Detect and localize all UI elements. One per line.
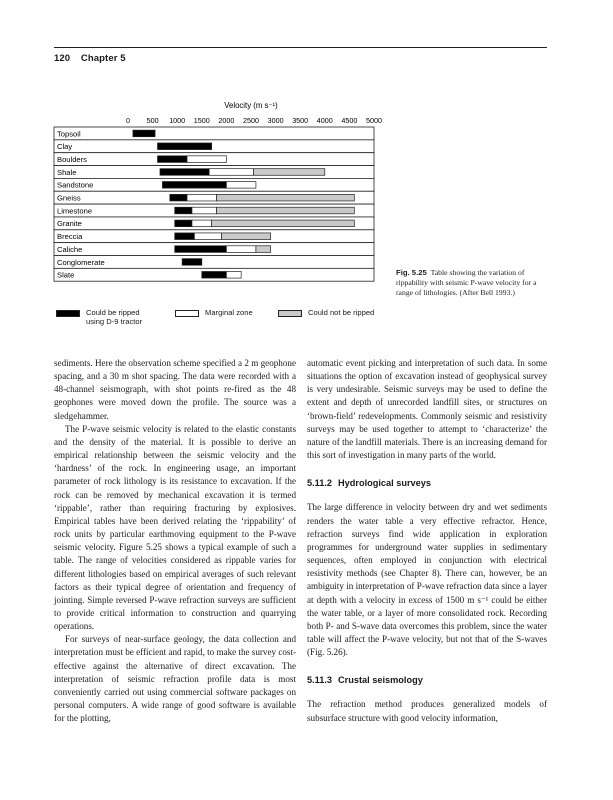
bar-segment-not: [217, 207, 355, 214]
bar-segment-marginal: [226, 182, 256, 189]
lithology-label: Limestone: [57, 206, 93, 216]
chart-row: [54, 191, 374, 204]
lithology-label: Sandstone: [57, 180, 94, 190]
row-cell: [54, 127, 374, 140]
chart-axis-title: Velocity (m s⁻¹): [224, 101, 278, 110]
legend-swatch-not: [278, 310, 302, 317]
bar-segment-ripped: [182, 259, 202, 266]
row-cell: [54, 140, 374, 153]
legend-label-ripped: Could be ripped using D-9 tractor: [86, 308, 143, 326]
tick-labels: [126, 116, 382, 125]
left-column: [54, 357, 296, 725]
paragraph: For surveys of near-surface geology, the data collection and interpretation must be efficient and rapid, to make the survey cost-effective against the alternative of direct excavation. The interpretation of seismic refraction profile data is most conveniently carried out using commercial software packages on personal computers. A wide range of good software is available for the plotting,: [54, 634, 297, 724]
bar-segment-ripped: [202, 271, 227, 278]
bar-segment-ripped: [175, 233, 195, 240]
lithology-label: Shale: [57, 167, 77, 177]
paragraph: The large difference in velocity between dry and wet sediments renders the water table a very effective refractor. Hence, refraction surveys find wide application in exploration programmes for underground water supplies in sedimentary sequences, often employed in conjunction with electrical resistivity methods (see Chapter 8). There can, however, be an ambiguity in interpretation of P-wave refraction data since a layer at depth with a velocity in excess of 1500 m s⁻¹ could be either the water table, or a layer of more consolidated rock. Recording both P- and S-wave data overcomes this problem, since the water table will affect the P-wave velocity, but not that of the S-waves (Fig. 5.26).: [307, 502, 547, 658]
paragraph: sediments. Here the observation scheme specified a 2 m geophone spacing, and a 30 m shot spacing. The data were recorded with a 48-channel seismograph, with shot points re-fired as the 48 geophones were moved down the profile. The source was a sledgehammer.: [54, 358, 296, 421]
chart-row: [54, 256, 374, 269]
running-header: [54, 53, 126, 64]
paragraph: automatic event picking and interpretation of such data. In some situations the option of excavation instead of geophysical survey is very undesirable. Seismic surveys may be used to define the extent and depth of unrecorded landfill sites, or structures on ‘brown-field’ redevelopments. Commonly seismic and resistivity surveys may be used together to attempt to ‘characterize’ the nature of the landfill materials. There is an increasing demand for this sort of investigation in many parts of the world.: [307, 358, 547, 461]
paragraph: The P-wave seismic velocity is related to the elastic constants and the density of the material. It is possible to derive an empirical relationship between the seismic velocity and the ‘hardness’ of the rock. In engineering usage, an important parameter of rock lithology is its resistance to excavation. If the rock can be removed by mechanical excavation it is termed ‘rippable’, rather than requiring fracturing by explosives. Empirical tables have been derived relating the ‘rippability’ of rock units by particular earthmoving equipment to the P-wave seismic velocity. Figure 5.25 shows a typical example of such a table. The range of velocities considered as rippable varies for different lithologies based on empirical averages of such relevant factors as their typical degree of orientation and frequency of jointing. Simple reversed P-wave refraction surveys are sufficient to provide critical information to construction and quarrying operations.: [54, 423, 296, 632]
section-title: Crustal seismology: [338, 675, 423, 686]
lithology-label: Granite: [57, 219, 82, 229]
tick-label: 4000: [316, 116, 333, 125]
chart-row: [54, 230, 374, 243]
chart-row: [54, 268, 374, 281]
figure-caption-text: Table showing the variation of rippability with seismic P-wave velocity for a range of lithologies. (After Bell 1993.): [396, 268, 537, 297]
section-heading-hydrological: [307, 477, 547, 490]
chart-row: [54, 127, 374, 140]
tick-label: 4500: [341, 116, 358, 125]
bar-segment-not: [221, 233, 270, 240]
chart-rows: [54, 127, 374, 281]
legend-not: [278, 308, 374, 317]
lithology-label: Conglomerate: [57, 257, 105, 267]
bar-segment-marginal: [187, 156, 226, 163]
lithology-label: Clay: [57, 142, 73, 152]
legend-swatch-ripped: [56, 310, 80, 317]
bar-segment-marginal: [187, 194, 217, 201]
bar-segment-not: [256, 246, 271, 253]
bar-segment-ripped: [133, 130, 155, 137]
chart-row: [54, 217, 374, 230]
bar-segment-marginal: [192, 207, 217, 214]
paragraph: The refraction method produces generalized models of subsurface structure with good velocity information,: [307, 699, 547, 723]
bar-segment-marginal: [194, 233, 221, 240]
lithology-label: Caliche: [57, 244, 83, 254]
bar-segment-ripped: [175, 220, 192, 227]
bar-segment-ripped: [175, 207, 192, 214]
lithology-label: Boulders: [57, 154, 87, 164]
tick-label: 2500: [243, 116, 259, 125]
lithology-label: Gneiss: [57, 193, 81, 203]
bar-segment-not: [217, 194, 355, 201]
chart-legend: [54, 308, 389, 338]
chart-row: [54, 153, 374, 166]
tick-label: 3000: [267, 116, 284, 125]
legend-label-marginal: Marginal zone: [205, 308, 253, 317]
page-number: 120: [54, 53, 71, 64]
legend-label-not: Could not be ripped: [308, 308, 375, 317]
tick-label: 0: [126, 116, 130, 125]
tick-label: 1000: [169, 116, 186, 125]
lithology-label: Topsoil: [57, 129, 81, 139]
section-heading-crustal: [307, 674, 547, 687]
bar-segment-marginal: [226, 271, 241, 278]
bar-segment-not: [212, 220, 355, 227]
figure-caption: [396, 268, 548, 298]
tick-label: 1500: [193, 116, 210, 125]
legend-ripped: [56, 308, 142, 326]
bar-segment-ripped: [162, 182, 226, 189]
rippability-chart: [54, 96, 389, 341]
bar-segment-marginal: [192, 220, 212, 227]
section-number: 5.11.3: [307, 675, 333, 686]
lithology-label: Breccia: [57, 232, 83, 242]
section-title: Hydrological surveys: [338, 478, 431, 489]
chart-row: [54, 166, 374, 179]
legend-marginal: [175, 308, 253, 317]
bar-segment-marginal: [226, 246, 256, 253]
bar-segment-marginal: [209, 169, 253, 176]
chart-svg: [54, 96, 389, 308]
bar-segment-ripped: [158, 156, 188, 163]
bar-segment-not: [253, 169, 324, 176]
tick-label: 5000: [366, 116, 382, 125]
bar-segment-ripped: [158, 143, 212, 150]
chart-row: [54, 204, 374, 217]
tick-label: 2000: [218, 116, 235, 125]
chapter-title: Chapter 5: [80, 53, 126, 64]
bar-segment-ripped: [160, 169, 209, 176]
section-number: 5.11.2: [307, 478, 333, 489]
chart-row: [54, 178, 374, 191]
tick-label: 3500: [292, 116, 309, 125]
bar-segment-ripped: [175, 246, 227, 253]
chart-row: [54, 243, 374, 256]
bar-segment-ripped: [170, 194, 187, 201]
legend-swatch-marginal: [175, 310, 199, 317]
lithology-label: Slate: [57, 270, 75, 280]
chart-row: [54, 140, 374, 153]
header-rule: [54, 47, 547, 48]
tick-label: 500: [146, 116, 159, 125]
right-column: [307, 357, 547, 725]
figure-label: Fig. 5.25: [396, 268, 427, 277]
